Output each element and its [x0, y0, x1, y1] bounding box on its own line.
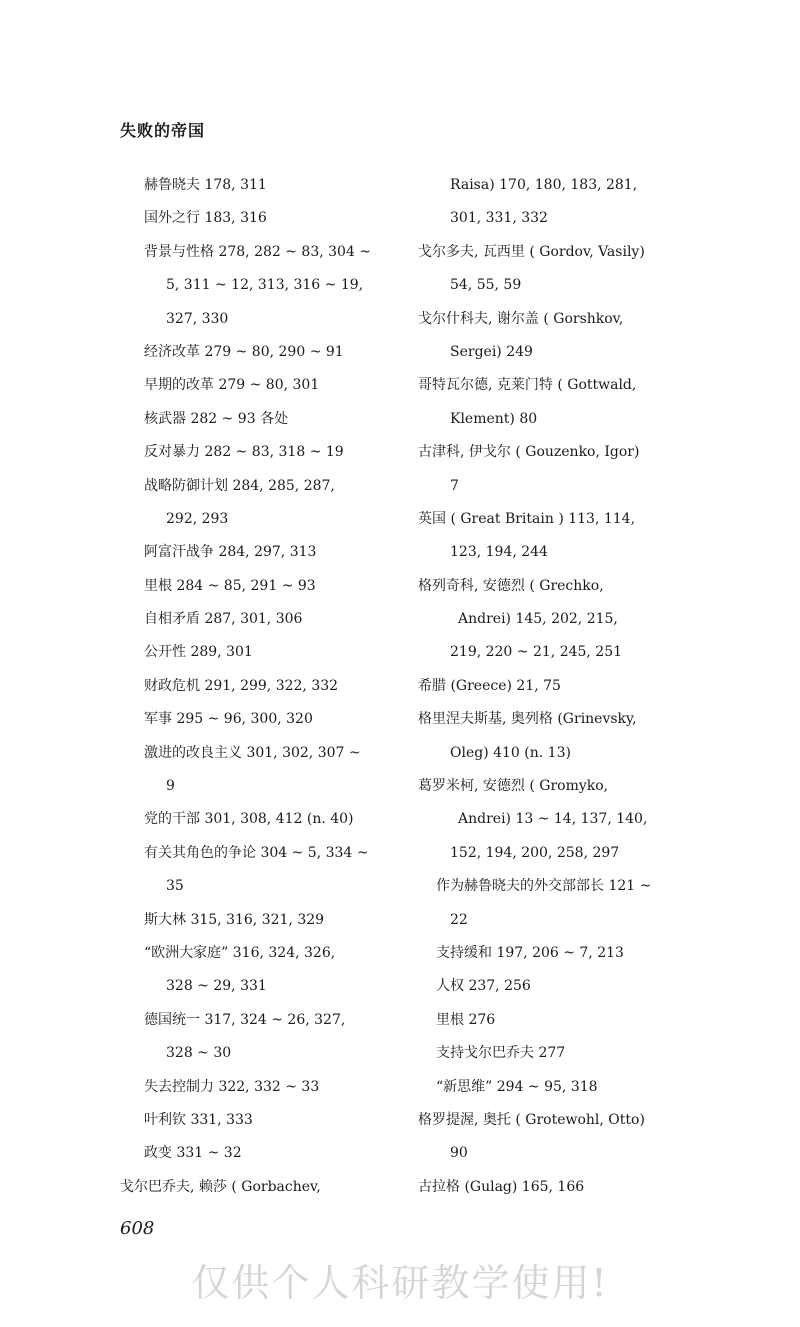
index-entry-line: 支持戈尔巴乔夫 277	[436, 1045, 566, 1062]
index-entry-line: 失去控制力 322, 332 ~ 33	[144, 1078, 320, 1095]
index-entry-line: 328 ~ 29, 331	[166, 978, 267, 995]
index-entry-line: 戈尔什科夫, 谢尔盖 ( Gorshkov,	[418, 310, 624, 327]
index-entry-line: 政变 331 ~ 32	[144, 1145, 242, 1162]
index-entry-line: 90	[450, 1145, 468, 1162]
index-entry-line: 35	[166, 878, 184, 895]
index-entry-line: 战略防御计划 284, 285, 287,	[144, 477, 335, 494]
index-entry-line: 反对暴力 282 ~ 83, 318 ~ 19	[144, 444, 344, 461]
index-entry-line: 早期的改革 279 ~ 80, 301	[144, 377, 320, 394]
index-entry-line: Sergei) 249	[450, 343, 533, 360]
index-entry-line: 戈尔多夫, 瓦西里 ( Gordov, Vasily)	[418, 243, 645, 260]
index-entry-line: 经济改革 279 ~ 80, 290 ~ 91	[144, 343, 344, 360]
index-entry-line: 人权 237, 256	[436, 978, 531, 995]
index-entry-line: 国外之行 183, 316	[144, 210, 267, 227]
index-entry-line: 有关其角色的争论 304 ~ 5, 334 ~	[144, 844, 369, 861]
index-entry-line: Oleg) 410 (n. 13)	[450, 744, 571, 761]
index-entry-line: “新思维” 294 ~ 95, 318	[436, 1078, 598, 1095]
index-entry-line: 292, 293	[166, 510, 229, 527]
page-number: 608	[120, 1218, 155, 1239]
watermark-text: 仅供个人科研教学使用!	[191, 1261, 609, 1305]
index-entry-line: 格里涅夫斯基, 奥列格 (Grinevsky,	[418, 711, 637, 728]
index-entry-line: 戈尔巴乔夫, 赖莎 ( Gorbachev,	[120, 1178, 321, 1195]
index-entry-line: 301, 331, 332	[450, 210, 548, 227]
index-entry-line: 英国 ( Great Britain ) 113, 114,	[418, 510, 636, 527]
index-column-right	[418, 172, 690, 1207]
index-entry-line: 219, 220 ~ 21, 245, 251	[450, 644, 623, 661]
index-entry-line: 5, 311 ~ 12, 313, 316 ~ 19,	[166, 277, 364, 294]
index-entry-line: “欧洲大家庭” 316, 324, 326,	[144, 944, 336, 961]
index-entry-line: 327, 330	[166, 310, 229, 327]
index-entry-line: 背景与性格 278, 282 ~ 83, 304 ~	[144, 243, 372, 260]
index-entry-line: 阿富汗战争 284, 297, 313	[144, 544, 317, 561]
index-entry-line: 哥特瓦尔德, 克莱门特 ( Gottwald,	[418, 377, 637, 394]
index-entry-line: 德国统一 317, 324 ~ 26, 327,	[144, 1011, 346, 1028]
index-entry-line: 9	[166, 778, 175, 795]
index-entry-line: 格列奇科, 安德烈 ( Grechko,	[418, 577, 604, 594]
index-entry-line: 叶利钦 331, 333	[144, 1111, 253, 1128]
index-entry-line: Klement) 80	[450, 410, 538, 427]
index-entry-line: 激进的改良主义 301, 302, 307 ~	[144, 744, 361, 761]
index-entry-line: 支持缓和 197, 206 ~ 7, 213	[436, 944, 624, 961]
index-entry-line: 123, 194, 244	[450, 544, 548, 561]
index-entry-line: 328 ~ 30	[166, 1045, 232, 1062]
index-entry-line: 古津科, 伊戈尔 ( Gouzenko, Igor)	[418, 444, 640, 461]
running-header: 失败的帝国	[120, 121, 206, 140]
index-entry-line: 作为赫鲁晓夫的外交部部长 121 ~	[436, 878, 652, 895]
index-entry-line: 希腊 (Greece) 21, 75	[418, 677, 561, 694]
index-entry-line: 里根 276	[436, 1011, 496, 1028]
index-entry-line: 党的干部 301, 308, 412 (n. 40)	[144, 811, 354, 828]
index-entry-line: Andrei) 13 ~ 14, 137, 140,	[458, 811, 648, 828]
index-entry-line: 152, 194, 200, 258, 297	[450, 844, 620, 861]
index-entry-line: 公开性 289, 301	[144, 644, 253, 661]
index-entry-line: 核武器 282 ~ 93 各处	[144, 410, 289, 427]
index-entry-line: Raisa) 170, 180, 183, 281,	[450, 177, 638, 193]
index-entry-line: 里根 284 ~ 85, 291 ~ 93	[144, 577, 316, 594]
index-column-left	[120, 172, 400, 1207]
index-entry-line: 葛罗米柯, 安德烈 ( Gromyko,	[418, 778, 609, 795]
index-entry-line: 54, 55, 59	[450, 277, 522, 294]
index-entry-line: 格罗提渥, 奥托 ( Grotewohl, Otto)	[418, 1111, 645, 1128]
index-entry-line: 自相矛盾 287, 301, 306	[144, 611, 303, 628]
index-entry-line: 22	[450, 911, 468, 928]
index-entry-line: 古拉格 (Gulag) 165, 166	[418, 1178, 585, 1195]
index-entry-line: 7	[450, 477, 459, 494]
index-entry-line: 财政危机 291, 299, 322, 332	[144, 677, 339, 694]
index-entry-line: 军事 295 ~ 96, 300, 320	[144, 711, 313, 728]
index-entry-line: 赫鲁晓夫 178, 311	[144, 177, 267, 193]
index-entry-line: Andrei) 145, 202, 215,	[458, 611, 618, 628]
index-entry-line: 斯大林 315, 316, 321, 329	[144, 911, 325, 928]
